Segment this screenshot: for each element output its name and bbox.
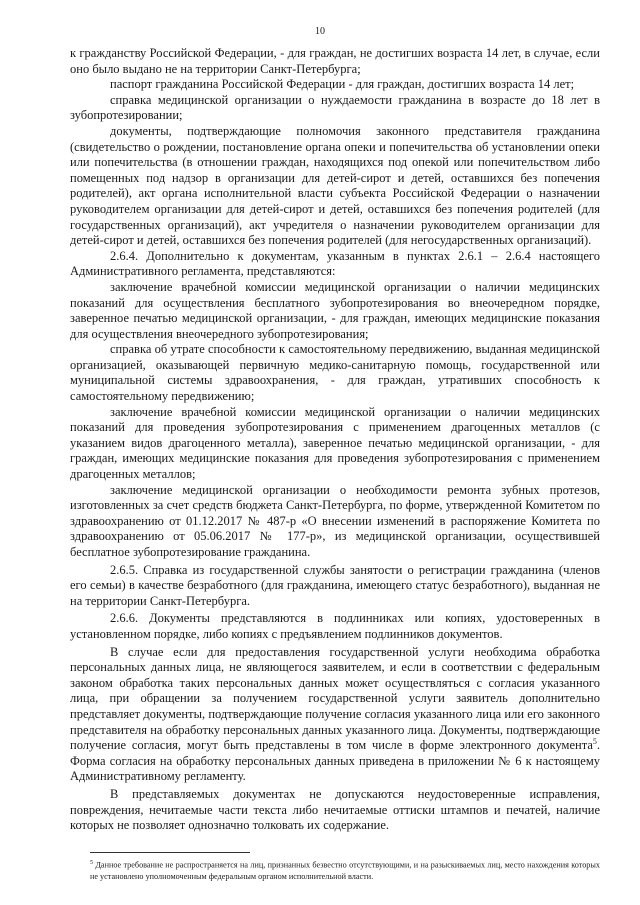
paragraph-consent-text: В случае если для предоставления государственной услуги необходима обработка персональных данных лица, не являющегося заявителем, и если в соответствии с федеральным законом обработка таких персональных данных может осуществляться с согласия указанного лица, при обращении за получением государственной услуги заявитель дополнительно представляет документы, подтверждающие получение согласия указанного лица или его законного представителя на обработку персональных данных указанного лица. Документы, подтверждающие получение согласия, могут быть представлены в том числе в форме электронного документа (70, 644, 600, 753)
footnote-reference: 5 (592, 736, 597, 746)
paragraph: справка об утрате способности к самостоятельному передвижению, выданная медицинской организацией, оказывающей первичную медико-санитарную помощь, государственной или муниципальной системы здравоохранения, - для граждан, утративших способность к самостоятельному передвижению; (70, 342, 600, 404)
paragraph: В представляемых документах не допускаются неудостоверенные исправления, повреждения, нечитаемые части текста либо нечитаемые оттиски штампов и печатей, наличие которых не позволяет однозначно толковать их содержание. (70, 786, 600, 833)
paragraph: к гражданству Российской Федерации, - для граждан, не достигших возраста 14 лет, в случае, если оно было выдано не на территории Санкт-Петербурга; (70, 46, 600, 76)
section-2-6-6: 2.6.6. Документы представляются в подлинниках или копиях, удостоверенных в установленном порядке, либо копиях с предъявлением подлинников документов. (70, 611, 600, 641)
paragraph-consent (70, 645, 600, 785)
footnote (90, 858, 600, 882)
paragraph: справка медицинской организации о нуждаемости гражданина в возрасте до 18 лет в зубопротезировании; (70, 92, 600, 123)
footnote-mark: 5 (90, 860, 93, 866)
paragraph: паспорт гражданина Российской Федерации - для граждан, достигших возраста 14 лет; (110, 77, 575, 92)
paragraph-consent-tail: . Форма согласия на обработку персональных данных приведена в приложении № 6 к настоящему Административному регламенту. (70, 738, 600, 784)
section-2-6-5: 2.6.5. Справка из государственной службы занятости о регистрации гражданина (членов его семьи) в качестве безработного (для гражданина, имеющего статус безработного), выданная не на территории Санкт-Петербурга. (70, 562, 600, 608)
paragraph: заключение медицинской организации о необходимости ремонта зубных протезов, изготовленных за счет средств бюджета Санкт-Петербурга, по форме, утвержденной Комитетом по здравоохранению от 01.12.2017 № 487-р «О внесении изменений в распоряжение Комитета по здравоохранению от 05.06.2017 № 177-р», из медицинской организации, осуществившей бесплатное зубопротезирование гражданина. (70, 482, 600, 559)
document-body (70, 46, 600, 834)
section-2-6-4: 2.6.4. Дополнительно к документам, указанным в пунктах 2.6.1 – 2.6.4 настоящего Административного регламента, представляются: (70, 248, 600, 279)
paragraph: заключение врачебной комиссии медицинской организации о наличии медицинских показаний для проведения зубопротезирования с применением драгоценных металлов (с указанием видов драгоценного металла), заверенное печатью медицинской организации, - для граждан, имеющих медицинские показания для проведения зубопротезирования с применением драгоценных металлов; (70, 404, 600, 482)
footnote-text: Данное требование не распространяется на лиц, признанных безвестно отсутствующими, и на разыскиваемых лиц, место нахождения которых не установлено уполномоченным федеральным органом исполнительной власти. (90, 860, 600, 881)
paragraph: заключение врачебной комиссии медицинской организации о наличии медицинских показаний для осуществления бесплатного зубопротезирования во внеочередном порядке, заверенное печатью медицинской организации, - для граждан, имеющих медицинские показания для осуществления внеочередного зубопротезирования; (70, 279, 600, 341)
page-number: 10 (315, 26, 325, 37)
paragraph: документы, подтверждающие полномочия законного представителя гражданина (свидетельство о рождении, постановление органа опеки и попечительства об установлении опеки или попечительства (в отношении граждан, находящихся под опекой или попечительством либо помещенных под надзор в организации для детей-сирот и детей, оставшихся без попечения родителей), акт органа исполнительной власти субъекта Российской Федерации о назначении руководителем организации для детей-сирот и детей, оставшихся без попечения родителей (для государственных организаций), акт учредителя о назначении руководителем организации для детей-сирот и детей, оставшихся без попечения родителей (для негосударственных организаций). (70, 123, 600, 248)
footnote-divider (90, 852, 250, 853)
